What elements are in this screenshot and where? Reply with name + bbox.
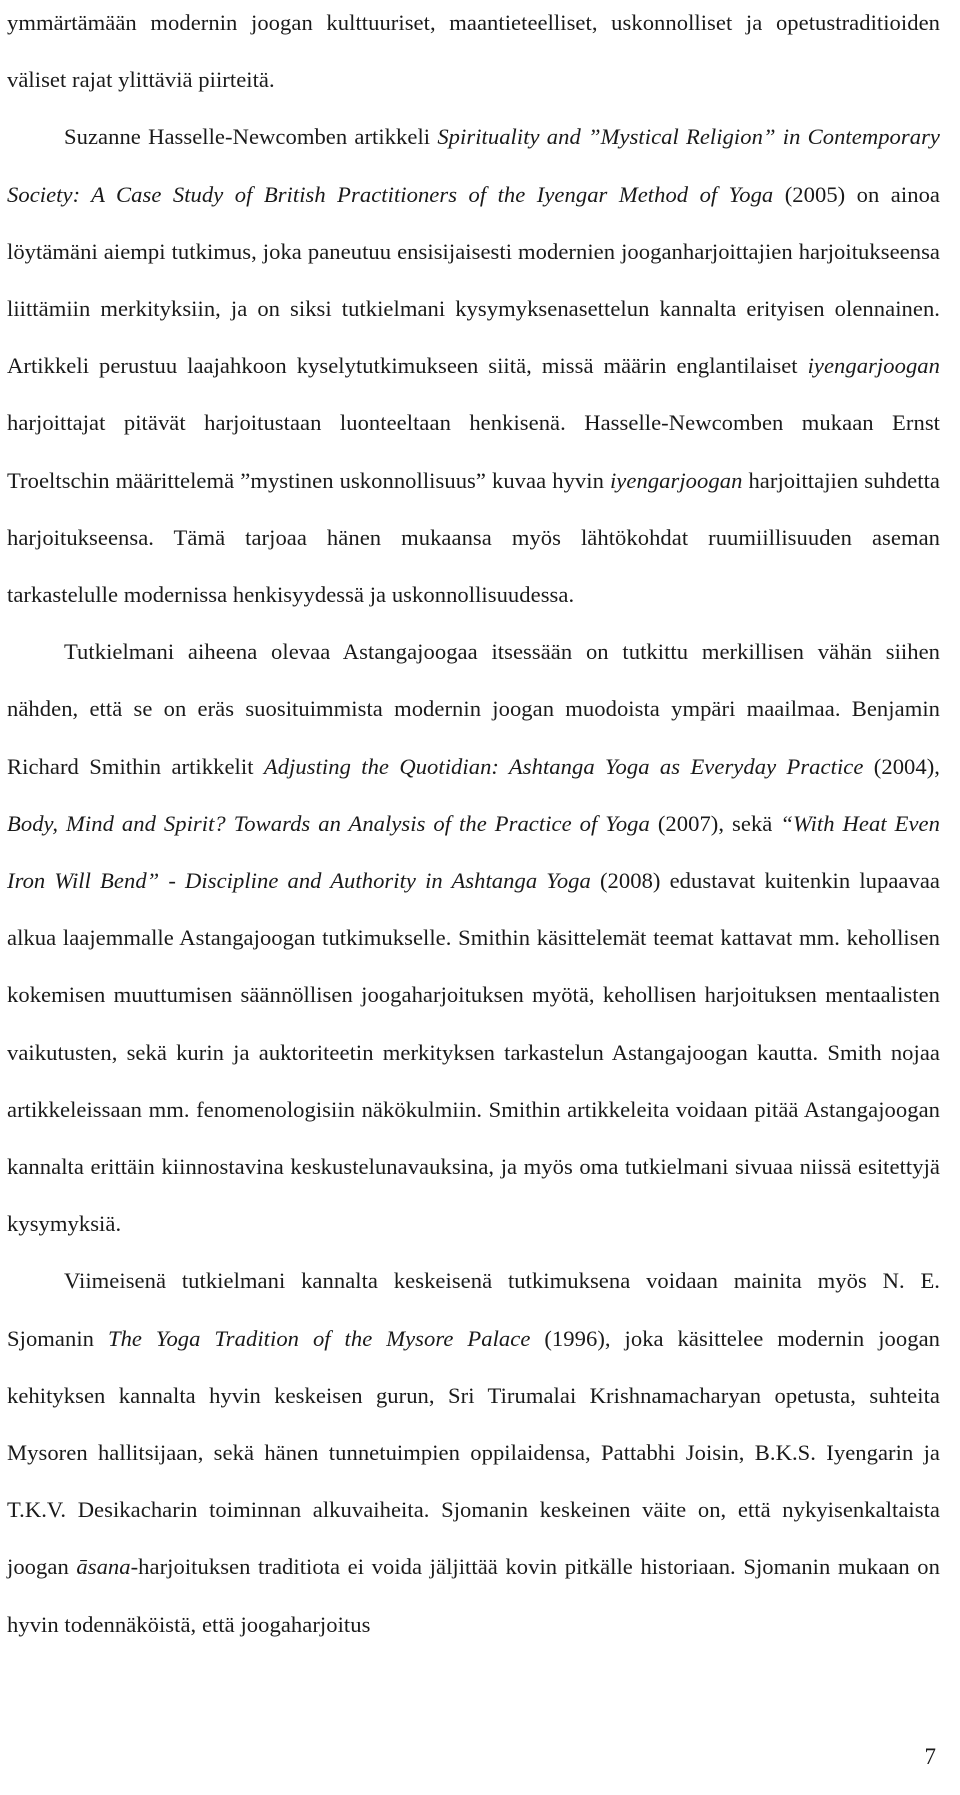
italic-title-text: The Yoga Tradition of the Mysore Palace (107, 1325, 531, 1351)
paragraph-text: (2005) on ainoa löytämäni aiempi tutkimus, joka paneutuu ensisijaisesti modernien jooganharjoittajien harjoitukseensa liittämiin merkityksiin, ja on siksi tutkielmani kysymyksenasettelun kannalta erityisen olennainen. Artikkeli perustuu laajahkoon kyselytutkimukseen siitä, missä määrin englantilaiset (7, 181, 940, 379)
italic-title-text: Body, Mind and Spirit? Towards an Analysis of the Practice of Yoga (7, 810, 650, 836)
italic-title-text: Adjusting the Quotidian: Ashtanga Yoga as Everyday Practice (263, 753, 864, 779)
document-page (7, 0, 940, 1653)
italic-title-text: Spirituality and ”Mystical Religion” in Contemporary Society: A Case Study of British Practitioners of the Iyengar Method of Yoga (7, 124, 940, 207)
paragraph-text: harjoittajat pitävät harjoitustaan luonteeltaan henkisenä. Hasselle-Newcomben mukaan Ernst Troeltschin määrittelemä ”mystinen uskonnollisuus” kuvaa hyvin (7, 410, 940, 493)
paragraph-text: (1996), joka käsittelee modernin joogan kehityksen kannalta hyvin keskeisen gurun, Sri Tirumalai Krishnamacharyan opetusta, suhteita Mysoren hallitsijaan, sekä hänen tunnetuimpien oppilaidensa, Pattabhi Joisin, B.K.S. Iyengarin ja T.K.V. Desikacharin toiminnan alkuvaiheita. Sjomanin keskeinen väite on, että nykyisenkaltaista joogan (7, 1325, 941, 1580)
paragraph-text: Tutkielmani aiheena olevaa Astangajoogaa itsessään on tutkittu merkillisen vähän siihen nähden, että se on eräs suosituimmista modernin joogan muodoista ympäri maailmaa. Benjamin Richard Smithin artikkelit (7, 639, 940, 779)
paragraph-text: ymmärtämään modernin joogan kulttuuriset, maantieteelliset, uskonnolliset ja opetustraditioiden väliset rajat ylittäviä piirteitä. (7, 10, 940, 93)
paragraph-text: (2004), (863, 753, 941, 779)
italic-title-text: āsana (76, 1554, 131, 1580)
italic-title-text: iyengarjoogan (609, 467, 743, 493)
paragraph (7, 623, 940, 1252)
paragraph (7, 1252, 940, 1652)
paragraph (7, 108, 940, 623)
italic-title-text: “With Heat Even Iron Will Bend” - Discipline and Authority in Ashtanga Yoga (7, 810, 940, 894)
paragraph-text: (2007), sekä (649, 810, 781, 836)
body-text (7, 0, 940, 1653)
paragraph (7, 0, 940, 108)
paragraph-text: Suzanne Hasselle-Newcomben artikkeli (64, 124, 438, 150)
paragraph-text: harjoittajien suhdetta harjoitukseensa. Tämä tarjoaa hänen mukaansa myös lähtökohdat ruumiillisuuden aseman tarkastelulle modernissa henkisyydessä ja uskonnollisuudessa. (7, 467, 940, 608)
paragraph-text: Viimeisenä tutkielmani kannalta keskeisenä tutkimuksena voidaan mainita myös N. E. Sjomanin (7, 1268, 940, 1351)
italic-title-text: iyengarjoogan (807, 353, 940, 379)
paragraph-text: (2008) edustavat kuitenkin lupaavaa alkua laajemmalle Astangajoogan tutkimukselle. Smithin käsittelemät teemat kattavat mm. kehollisen kokemisen muuttumisen säännöllisen joogaharjoituksen myötä, kehollisen harjoituksen mentaalisten vaikutusten, sekä kurin ja auktoriteetin merkityksen tarkastelun Astangajoogan kautta. Smith nojaa artikkeleissaan mm. fenomenologisiin näkökulmiin. Smithin artikkeleita voidaan pitää Astangajoogan kannalta erittäin kiinnostavina keskustelunavauksina, ja myös oma tutkielmani sivuaa niissä esitettyjä kysymyksiä. (7, 868, 941, 1237)
paragraph-text: -harjoituksen traditiota ei voida jäljittää kovin pitkälle historiaan. Sjomanin mukaan on hyvin todennäköistä, että joogaharjoitus (7, 1554, 940, 1637)
page-number: 7 (924, 1744, 936, 1769)
